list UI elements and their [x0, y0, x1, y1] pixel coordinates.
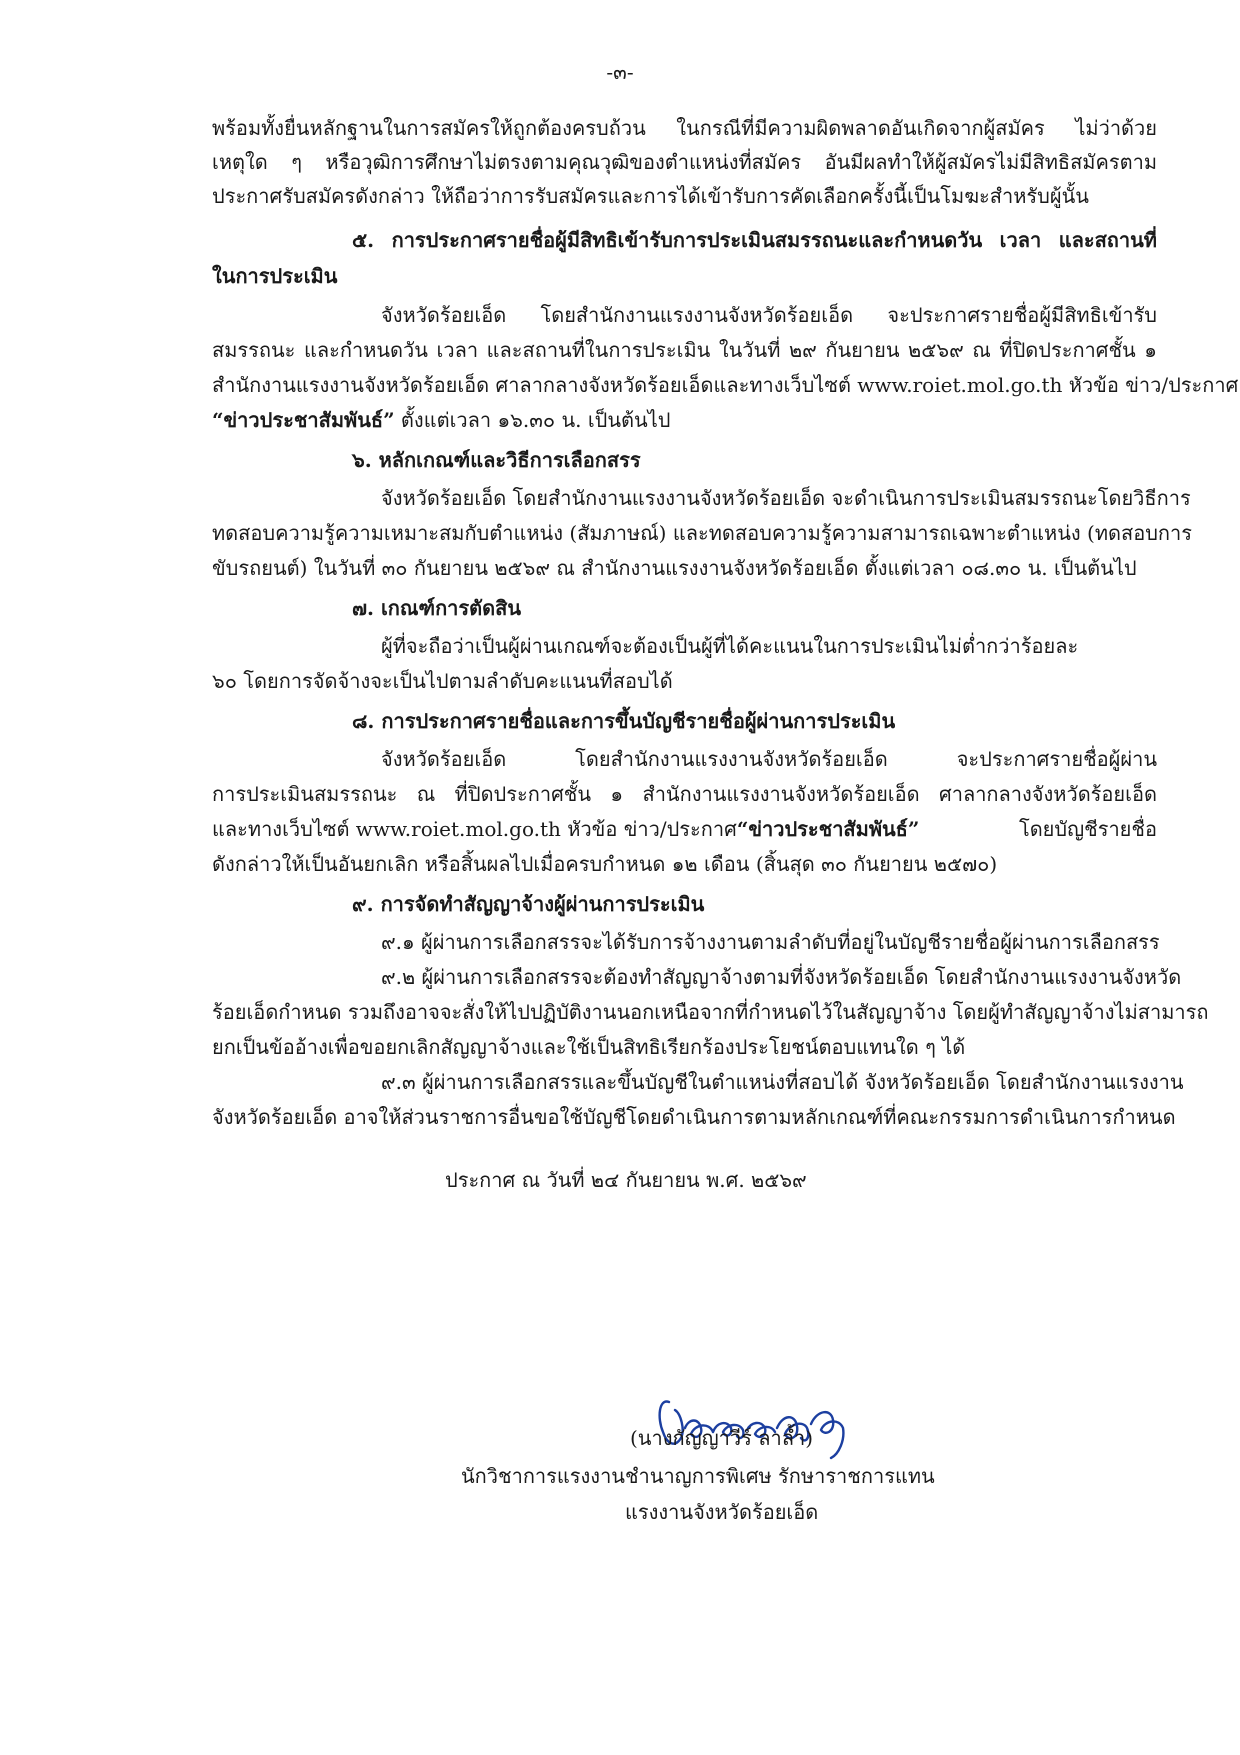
s5-line-2: สมรรถนะ และกำหนดวัน เวลา และสถานที่ในการประเมิน ในวันที่ ๒๙ กันยายน ๒๕๖๙ ณ ที่ปิดประกาศชั้น ๑ — [212, 338, 1157, 362]
s5-line-4-rest: ตั้งแต่เวลา ๑๖.๓๐ น. เป็นต้นไป — [394, 408, 671, 432]
s5-line-1: จังหวัดร้อยเอ็ด โดยสำนักงานแรงงานจังหวัดร้อยเอ็ด จะประกาศรายชื่อผู้มีสิทธิเข้ารับ — [381, 303, 1157, 327]
s9-p2-line-2: ร้อยเอ็ดกำหนด รวมถึงอาจจะสั่งให้ไปปฏิบัติงานนอกเหนือจากที่กำหนดไว้ในสัญญาจ้าง โดยผู้ทำสัญญาจ้างไม่สามารถ — [212, 1000, 1209, 1024]
s7-line-2: ๖๐ โดยการจัดจ้างจะเป็นไปตามลำดับคะแนนที่สอบได้ — [212, 669, 673, 693]
intro-line-1: พร้อมทั้งยื่นหลักฐานในการสมัครให้ถูกต้องครบถ้วน ในกรณีที่มีความผิดพลาดอันเกิดจากผู้สมัคร ไม่ว่าด้วย — [212, 116, 1157, 140]
s9-p2-line-3: ยกเป็นข้ออ้างเพื่อขอยกเลิกสัญญาจ้างและใช้เป็นสิทธิเรียกร้องประโยชน์ตอบแทนใด ๆ ได้ — [212, 1035, 966, 1059]
s9-p3-line-1: ๙.๓ ผู้ผ่านการเลือกสรรและขึ้นบัญชีในตำแหน่งที่สอบได้ จังหวัดร้อยเอ็ด โดยสำนักงานแรงงาน — [381, 1070, 1184, 1094]
s5-heading: ๕. การประกาศรายชื่อผู้มีสิทธิเข้ารับการประเมินสมรรถนะและกำหนดวัน เวลา และสถานที่ — [352, 228, 1157, 252]
s7-heading: ๗. เกณฑ์การตัดสิน — [352, 596, 522, 620]
s9-heading: ๙. การจัดทำสัญญาจ้างผู้ผ่านการประเมิน — [352, 892, 705, 916]
signer-name: (นางกัญญาวีร์ ลาล้ำ) — [630, 1426, 813, 1450]
s6-line-1: จังหวัดร้อยเอ็ด โดยสำนักงานแรงงานจังหวัดร้อยเอ็ด จะดำเนินการประเมินสมรรถนะโดยวิธีการ — [381, 486, 1191, 510]
s9-p2-line-1: ๙.๒ ผู้ผ่านการเลือกสรรจะต้องทำสัญญาจ้างตามที่จังหวัดร้อยเอ็ด โดยสำนักงานแรงงานจังหวัด — [381, 965, 1182, 989]
s5-line-3: สำนักงานแรงงานจังหวัดร้อยเอ็ด ศาลากลางจังหวัดร้อยเอ็ดและทางเว็บไซต์ www.roiet.mol.go.th หัวข้อ ข่าว/ประกาศ — [212, 373, 1239, 397]
s5-news-bold: “ข่าวประชาสัมพันธ์” — [212, 408, 395, 432]
s8-line-3 — [212, 819, 1157, 839]
signer-position-1: นักวิชาการแรงงานชำนาญการพิเศษ รักษาราชการแทน — [461, 1464, 935, 1488]
page-number: -๓- — [606, 60, 634, 84]
s8-line-1: จังหวัดร้อยเอ็ด โดยสำนักงานแรงงานจังหวัดร้อยเอ็ด จะประกาศรายชื่อผู้ผ่าน — [381, 747, 1157, 771]
signer-position-2: แรงงานจังหวัดร้อยเอ็ด — [625, 1500, 819, 1524]
s8-line-2: การประเมินสมรรถนะ ณ ที่ปิดประกาศชั้น ๑ สำนักงานแรงงานจังหวัดร้อยเอ็ด ศาลากลางจังหวัดร้อยเอ็ด — [212, 782, 1157, 806]
s9-p3-line-2: จังหวัดร้อยเอ็ด อาจให้ส่วนราชการอื่นขอใช้บัญชีโดยดำเนินการตามหลักเกณฑ์ที่คณะกรรมการดำเนินการกำหนด — [212, 1105, 1176, 1129]
s9-p1: ๙.๑ ผู้ผ่านการเลือกสรรจะได้รับการจ้างงานตามลำดับที่อยู่ในบัญชีรายชื่อผู้ผ่านการเลือกสรร — [381, 930, 1160, 954]
s8-line-3-b: โดยบัญชีรายชื่อ — [1018, 817, 1157, 841]
intro-line-3: ประกาศรับสมัครดังกล่าว ให้ถือว่าการรับสมัครและการได้เข้ารับการคัดเลือกครั้งนี้เป็นโมฆะสำหรับผู้นั้น — [212, 184, 1089, 208]
s6-line-2: ทดสอบความรู้ความเหมาะสมกับตำแหน่ง (สัมภาษณ์) และทดสอบความรู้ความสามารถเฉพาะตำแหน่ง (ทดสอบการ — [212, 521, 1192, 545]
s8-news-bold: “ข่าวประชาสัมพันธ์” — [736, 817, 920, 841]
s5-heading-cont: ในการประเมิน — [212, 264, 338, 288]
s6-line-3: ขับรถยนต์) ในวันที่ ๓๐ กันยายน ๒๕๖๙ ณ สำนักงานแรงงานจังหวัดร้อยเอ็ด ตั้งแต่เวลา ๐๘.๓๐ น. เป็นต้นไป — [212, 556, 1137, 580]
s8-line-4: ดังกล่าวให้เป็นอันยกเลิก หรือสิ้นผลไปเมื่อครบกำหนด ๑๒ เดือน (สิ้นสุด ๓๐ กันยายน ๒๕๗๐) — [212, 852, 998, 876]
s6-heading: ๖. หลักเกณฑ์และวิธีการเลือกสรร — [352, 448, 641, 472]
s5-line-4 — [212, 410, 670, 430]
s7-line-1: ผู้ที่จะถือว่าเป็นผู้ผ่านเกณฑ์จะต้องเป็นผู้ที่ได้คะแนนในการประเมินไม่ต่ำกว่าร้อยละ — [381, 634, 1079, 658]
intro-line-2: เหตุใด ๆ หรือวุฒิการศึกษาไม่ตรงตามคุณวุฒิของตำแหน่งที่สมัคร อันมีผลทำให้ผู้สมัครไม่มีสิทธิสมัครตาม — [212, 150, 1157, 174]
announce-date: ประกาศ ณ วันที่ ๒๔ กันยายน พ.ศ. ๒๕๖๙ — [445, 1168, 807, 1192]
s8-heading: ๘. การประกาศรายชื่อและการขึ้นบัญชีรายชื่อผู้ผ่านการประเมิน — [352, 709, 896, 733]
s8-line-3-a: และทางเว็บไซต์ www.roiet.mol.go.th หัวข้อ ข่าว/ประกาศ — [212, 817, 737, 841]
